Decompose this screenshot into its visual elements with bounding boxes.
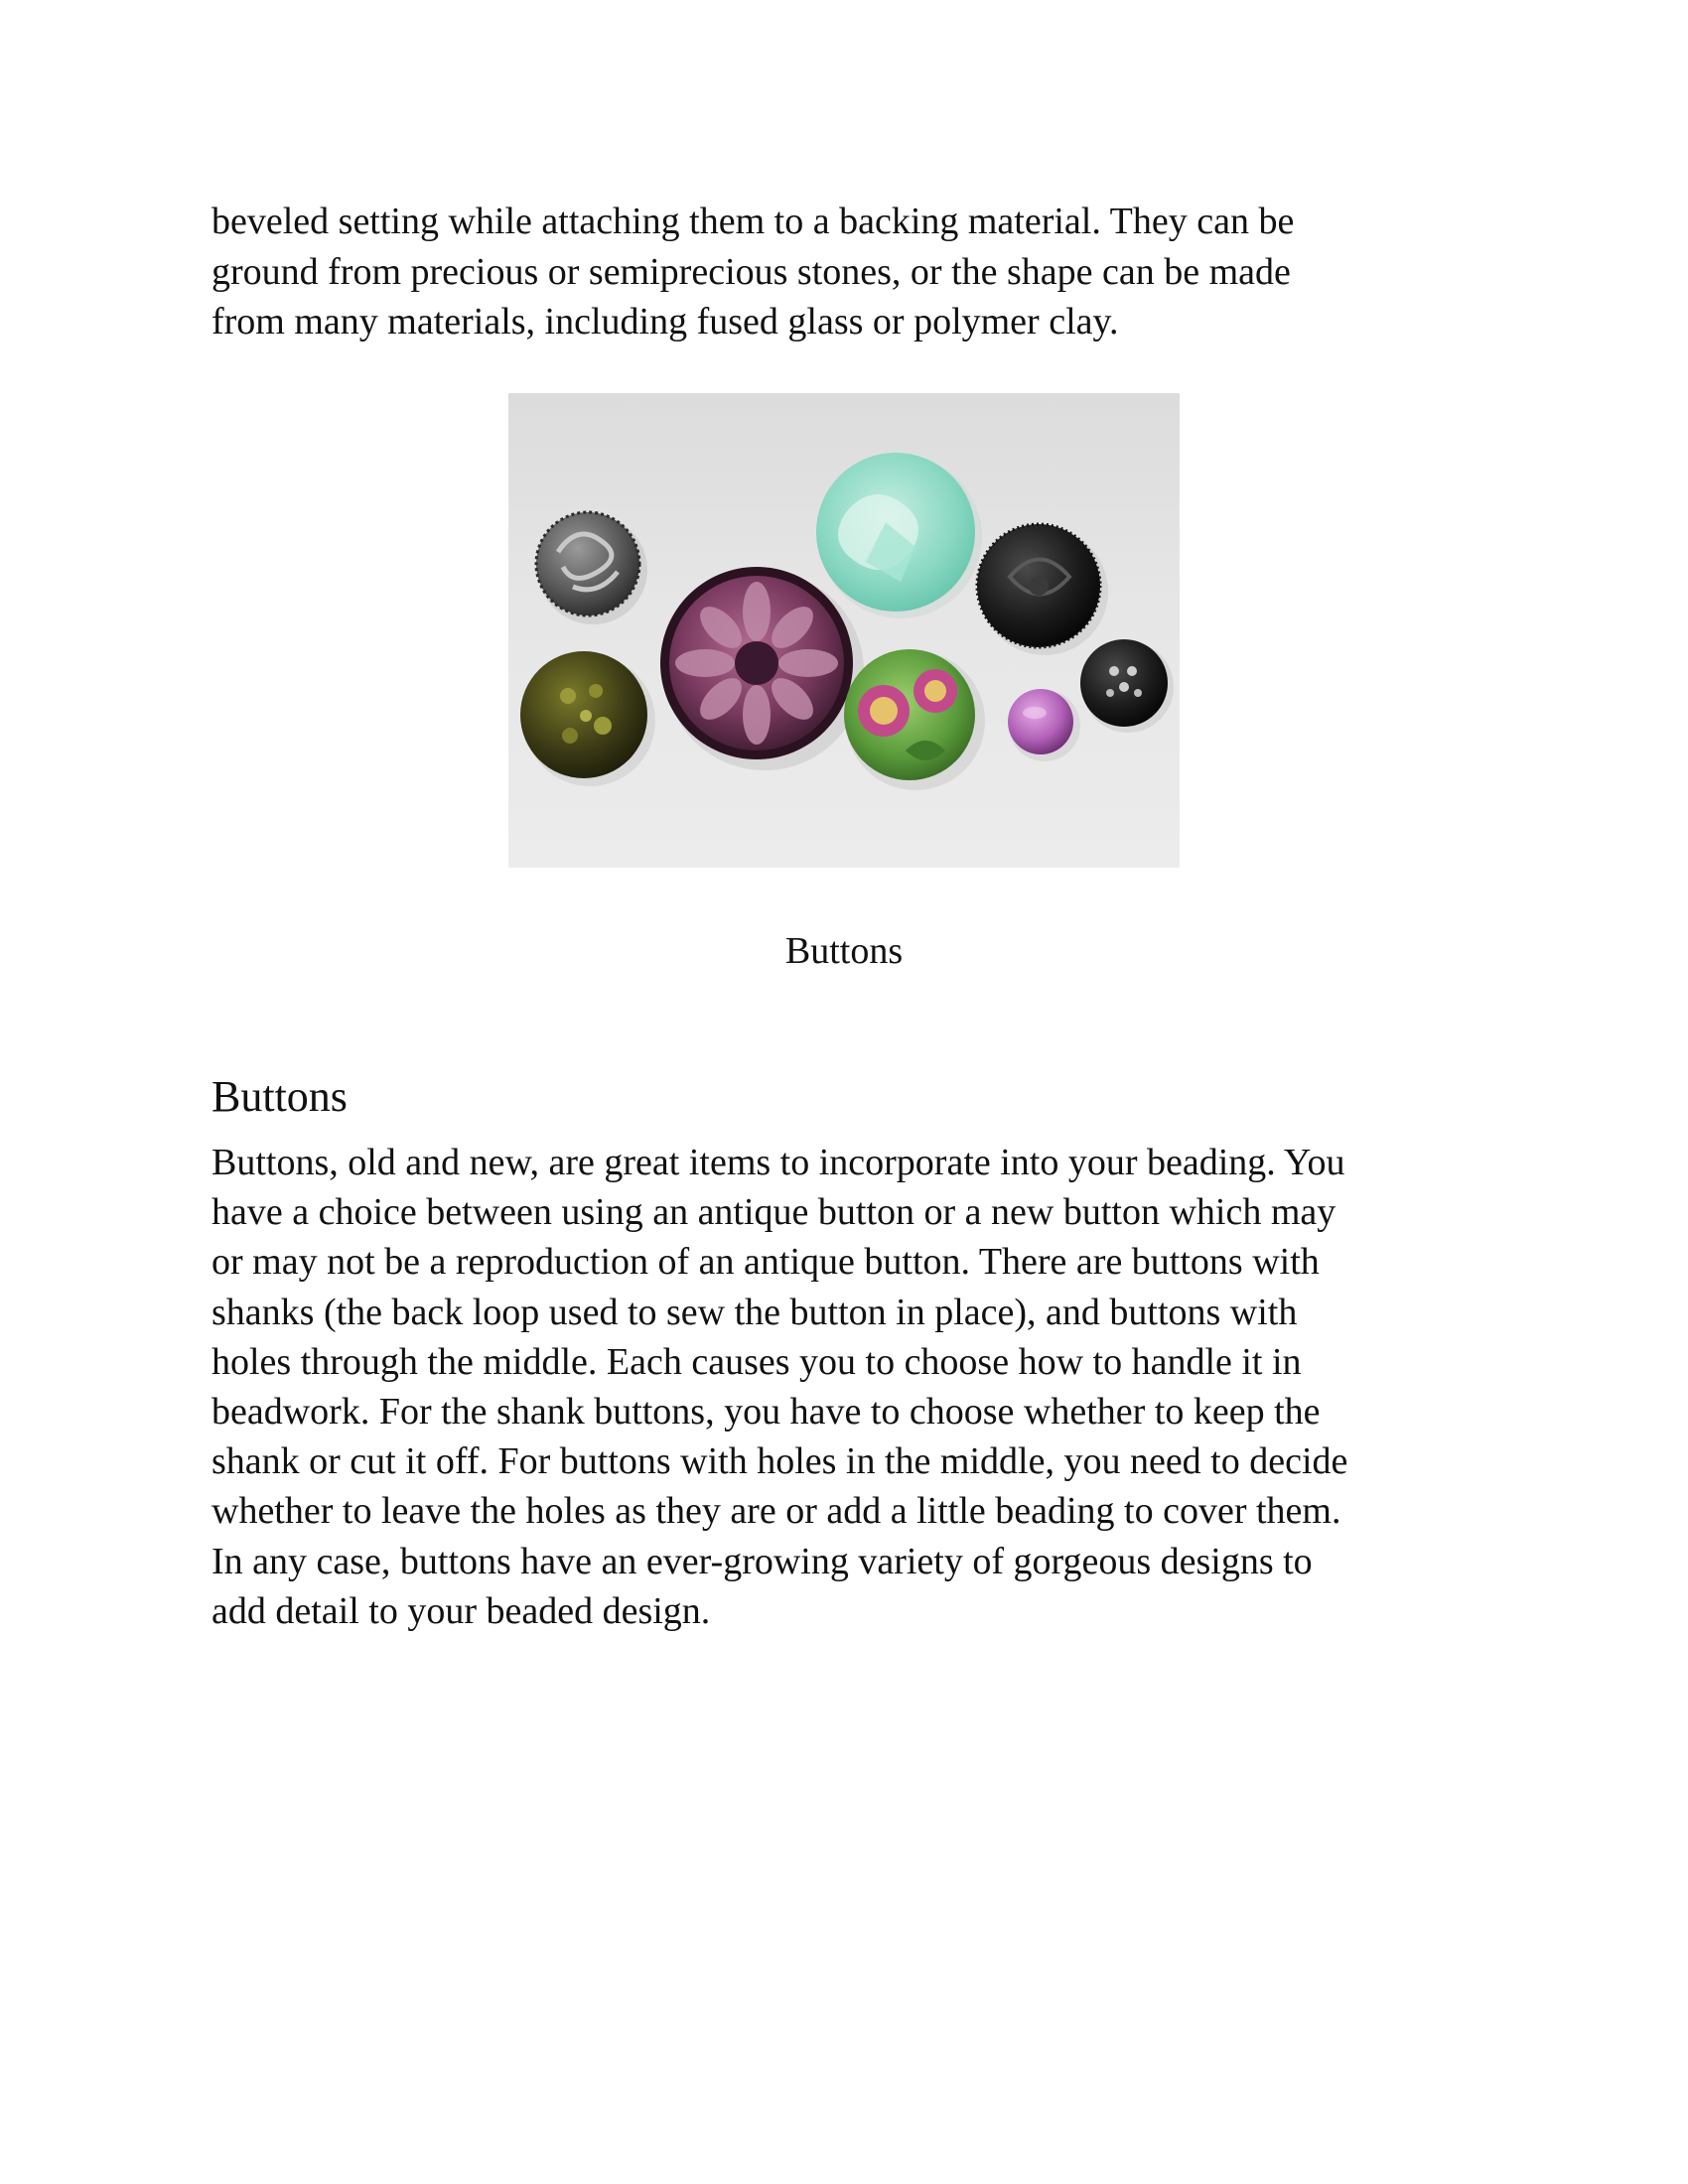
- paragraph-line: shanks (the back loop used to sew the button in place), and buttons with: [211, 1291, 1298, 1333]
- pink-button: [1008, 689, 1080, 761]
- purple-button: [660, 567, 864, 770]
- intro-paragraph: [211, 197, 1502, 347]
- section-heading: Buttons: [211, 1072, 348, 1121]
- paragraph-line: In any case, buttons have an ever-growing variety of gorgeous designs to: [211, 1540, 1313, 1582]
- paragraph-line: add detail to your beaded design.: [211, 1589, 711, 1632]
- paragraph-line: Buttons, old and new, are great items to incorporate into your beading. You: [211, 1142, 1345, 1183]
- olive-button: [520, 651, 655, 786]
- mint-button: [816, 453, 982, 618]
- paragraph-line: beveled setting while attaching them to a backing material. They can be: [211, 201, 1295, 242]
- figure-caption: Buttons: [784, 930, 904, 972]
- paragraph-line: beadwork. For the shank buttons, you have to choose whether to keep the: [211, 1391, 1321, 1433]
- small-black-button: [1080, 639, 1174, 733]
- paragraph-line: have a choice between using an antique button or a new button which may: [211, 1191, 1336, 1234]
- section-paragraph: [211, 1138, 1522, 1636]
- paragraph-line: or may not be a reproduction of an antique button. There are buttons with: [211, 1241, 1320, 1284]
- buttons-photo: [508, 393, 1180, 868]
- green-button: [844, 649, 985, 790]
- silver-button: [536, 512, 647, 624]
- paragraph-line: ground from precious or semiprecious stones, or the shape can be made: [211, 250, 1291, 293]
- paragraph-line: shank or cut it off. For buttons with holes in the middle, you need to decide: [211, 1440, 1348, 1483]
- paragraph-line: holes through the middle. Each causes you to choose how to handle it in: [211, 1340, 1302, 1383]
- black-button: [977, 524, 1108, 655]
- paragraph-line: from many materials, including fused glass or polymer clay.: [211, 301, 1119, 342]
- paragraph-line: whether to leave the holes as they are or add a little beading to cover them.: [211, 1490, 1341, 1533]
